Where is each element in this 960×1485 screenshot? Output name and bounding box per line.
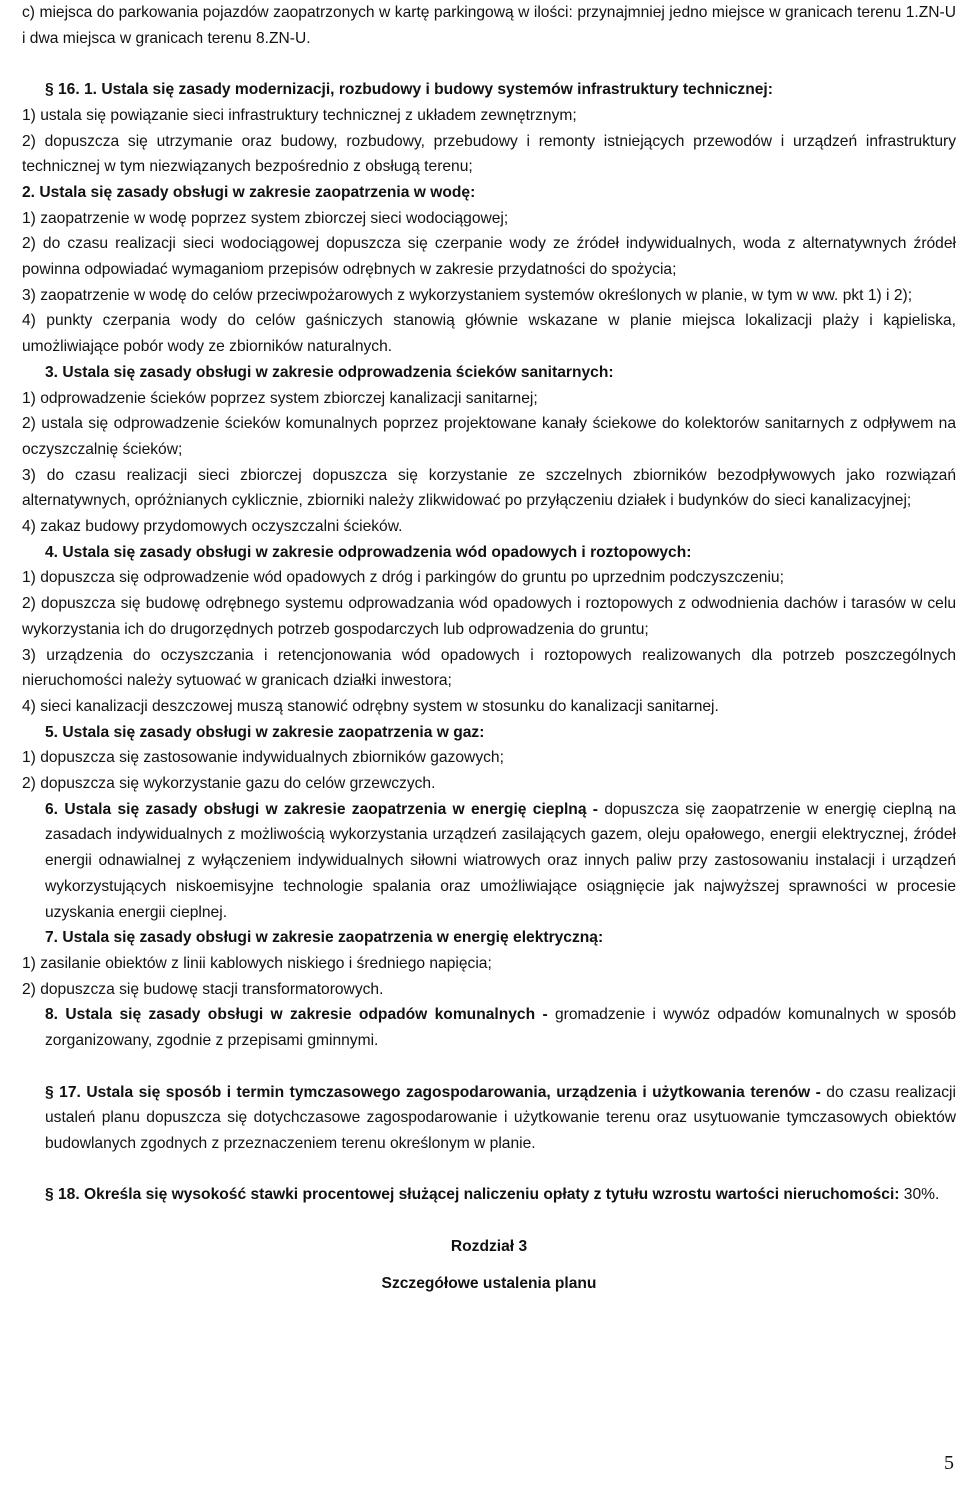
section-16-p8-heading: Ustala się zasady obsługi w zakresie odpadów komunalnych - bbox=[65, 1006, 548, 1024]
section-16-p2-heading: 2. Ustala się zasady obsługi w zakresie zaopatrzenia w wodę: bbox=[22, 183, 476, 201]
section-16-p8: 8. Ustala się zasady obsługi w zakresie odpadów komunalnych - gromadzenie i wywóz odpadów komunalnych w sposób zorganizowany, zgodnie z przepisami gminnymi. bbox=[45, 1006, 957, 1050]
section-16-p5-heading: 5. Ustala się zasady obsługi w zakresie zaopatrzenia w gaz: bbox=[45, 723, 485, 741]
section-16-p6-heading: Ustala się zasady obsługi w zakresie zaopatrzenia w energię cieplną - bbox=[64, 800, 599, 818]
section-18-text: 30%. bbox=[899, 1186, 940, 1204]
section-16-p4-heading: 4. Ustala się zasady obsługi w zakresie odprowadzenia wód opadowych i roztopowych: bbox=[45, 543, 692, 561]
chapter-title: Rozdział 3 bbox=[450, 1237, 528, 1255]
section-16-p1-heading: Ustala się zasady modernizacji, rozbudowy i budowy systemów infrastruktury technicznej: bbox=[101, 81, 773, 99]
list-item: 1) zasilanie obiektów z linii kablowych niskiego i średniego napięcia; bbox=[22, 955, 492, 972]
section-17-heading: § 17. Ustala się sposób i termin tymczasowego zagospodarowania, urządzenia i użytkowania terenów - bbox=[45, 1083, 821, 1101]
spacer bbox=[22, 51, 956, 77]
section-16-p7-heading: 7. Ustala się zasady obsługi w zakresie zaopatrzenia w energię elektryczną: bbox=[45, 929, 604, 947]
list-item: 2) dopuszcza się budowę odrębnego systemu odprowadzania wód opadowych i roztopowych z odwodnienia dachów i tarasów w celu wykorzystania ich do drugorzędnych potrzeb gospodarczych lub odprowadzenia do gruntu; bbox=[22, 595, 956, 638]
section-16-heading bbox=[22, 77, 956, 103]
spacer bbox=[22, 1208, 956, 1234]
section-16-number: § 16. 1. bbox=[45, 81, 98, 99]
chapter-subtitle: Szczegółowe ustalenia planu bbox=[381, 1275, 597, 1293]
list-item: 2) ustala się odprowadzenie ścieków komunalnych poprzez projektowane kanały ściekowe do kolektorów sanitarnych z odpływem na oczyszczalnię ścieków; bbox=[22, 415, 956, 458]
list-item: 1) odprowadzenie ścieków poprzez system zbiorczej kanalizacji sanitarnej; bbox=[22, 389, 538, 407]
page-number: 5 bbox=[944, 1452, 954, 1474]
section-18-heading: § 18. Określa się wysokość stawki procentowej służącej naliczeniu opłaty z tytułu wzrostu wartości nieruchomości: bbox=[45, 1186, 900, 1204]
section-17-text: do czasu realizacji ustaleń planu dopuszcza się dotychczasowe zagospodarowanie i użytkowanie terenu oraz usytuowanie tymczasowych obiektów budowlanych zgodnych z przeznaczeniem terenu określonym w planie. bbox=[45, 1083, 956, 1152]
section-16-p6: 6. Ustala się zasady obsługi w zakresie zaopatrzenia w energię cieplną - dopuszcza się zaopatrzenie w energię cieplną na zasadach indywidualnych z możliwością wykorzystania urządzeń zasilających gazem, oleju opałowego, energii elektrycznej, źródeł energii odnawialnej z wyłączeniem indywidualnych siłowni wiatrowych oraz innych paliw przy zastosowaniu instalacji i urządzeń wykorzystujących niskoemisyjne technologie spalania oraz umożliwiające osiągnięcie jak najwyższej sprawności w procesie uzyskania energii cieplnej. bbox=[45, 800, 956, 921]
list-item: 4) zakaz budowy przydomowych oczyszczalni ścieków. bbox=[22, 518, 403, 536]
item-c: c) miejsca do parkowania pojazdów zaopatrzonych w kartę parkingową w ilości: przynajmniej jedno miejsce w granicach terenu 1.ZN-U i dwa miejsca w granicach terenu 8.ZN-U. bbox=[22, 4, 956, 47]
list-item: 3) do czasu realizacji sieci zbiorczej dopuszcza się korzystanie ze szczelnych zbiorników bezodpływowych jako rozwiązań alternatywnych, opróżnianych cyklicznie, zbiorniki należy zlikwidować po przyłączeniu działek i budynków do sieci kanalizacyjnej; bbox=[22, 466, 956, 510]
list-item: 3) zaopatrzenie w wodę do celów przeciwpożarowych z wykorzystaniem systemów określonych w planie, w tym w ww. pkt 1) i 2); bbox=[22, 286, 913, 304]
spacer bbox=[22, 1259, 956, 1271]
list-item: 4) sieci kanalizacji deszczowej muszą stanowić odrębny system w stosunku do kanalizacji sanitarnej. bbox=[22, 697, 719, 715]
section-16-p3-heading: 3. Ustala się zasady obsługi w zakresie odprowadzenia ścieków sanitarnych: bbox=[45, 363, 614, 381]
spacer bbox=[22, 1157, 956, 1183]
list-item: 2) dopuszcza się wykorzystanie gazu do celów grzewczych. bbox=[22, 775, 436, 793]
section-18 bbox=[22, 1182, 956, 1208]
list-item: 4) punkty czerpania wody do celów gaśniczych stanowią głównie wskazane w planie miejsca lokalizacji plaży i kąpieliska, umożliwiające pobór wody ze zbiorników naturalnych. bbox=[22, 312, 956, 356]
section-16-p8-text: gromadzenie i wywóz odpadów komunalnych w sposób zorganizowany, zgodnie z przepisami gminnymi. bbox=[45, 1006, 957, 1050]
list-item: 1) zaopatrzenie w wodę poprzez system zbiorczej sieci wodociągowej; bbox=[22, 209, 509, 227]
spacer bbox=[22, 1054, 956, 1080]
list-item: 2) dopuszcza się budowę stacji transformatorowych. bbox=[22, 980, 384, 998]
list-item: 1) dopuszcza się odprowadzenie wód opadowych z dróg i parkingów do gruntu po uprzednim podczyszczeniu; bbox=[22, 569, 784, 587]
list-item: 3) urządzenia do oczyszczania i retencjonowania wód opadowych i roztopowych realizowanych dla potrzeb poszczególnych nieruchomości należy sytuować w granicach działki inwestora; bbox=[22, 646, 956, 690]
list-item: 2) do czasu realizacji sieci wodociągowej dopuszcza się czerpanie wody ze źródeł indywidualnych, woda z alternatywnych źródeł powinna odpowiadać wymaganiom przepisów odrębnych w zakresie przydatności do spożycia; bbox=[22, 235, 956, 279]
section-17 bbox=[22, 1080, 956, 1157]
list-item: 1) dopuszcza się zastosowanie indywidualnych zbiorników gazowych; bbox=[22, 749, 504, 767]
list-item: 1) ustala się powiązanie sieci infrastruktury technicznej z układem zewnętrznym; bbox=[22, 106, 577, 124]
list-item: 2) dopuszcza się utrzymanie oraz budowy, rozbudowy, przebudowy i remonty istniejących przewodów i urządzeń infrastruktury technicznej w tym niezwiązanych bezpośrednio z obsługą terenu; bbox=[22, 132, 956, 176]
document-page bbox=[22, 0, 956, 1297]
section-16-p6-text: dopuszcza się zaopatrzenie w energię cieplną na zasadach indywidualnych z możliwością wykorzystania urządzeń zasilających gazem, oleju opałowego, energii elektrycznej, źródeł energii odnawialnej z wyłączeniem indywidualnych siłowni wiatrowych oraz innych paliw przy zastosowaniu instalacji i urządzeń wykorzystujących niskoemisyjne technologie spalania oraz umożliwiające osiągnięcie jak najwyższej sprawności w procesie uzyskania energii cieplnej. bbox=[45, 800, 956, 921]
